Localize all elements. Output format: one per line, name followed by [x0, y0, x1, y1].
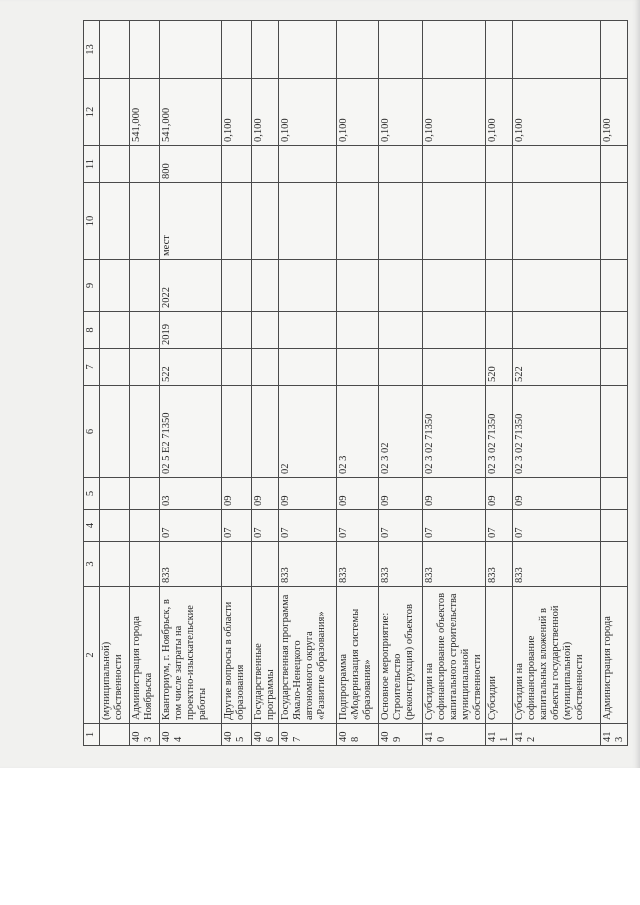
table-cell	[379, 146, 423, 183]
table-cell	[130, 386, 160, 478]
row-number: 410	[423, 724, 486, 746]
table-cell: 03	[160, 478, 222, 510]
table-cell	[222, 21, 252, 79]
row-number: 409	[379, 724, 423, 746]
table-cell	[160, 21, 222, 79]
table-cell	[100, 386, 130, 478]
table-cell: мест	[160, 183, 222, 260]
table-cell: 520	[486, 349, 513, 386]
table-cell	[222, 386, 252, 478]
table-cell: 02 5 E2 71350	[160, 386, 222, 478]
row-number: 406	[252, 724, 279, 746]
table-cell: 07	[279, 510, 337, 542]
row-number: 411	[486, 724, 513, 746]
table-cell	[601, 510, 628, 542]
column-header: 2	[84, 587, 100, 724]
table-cell	[601, 542, 628, 587]
table-cell	[601, 260, 628, 312]
table-row	[130, 21, 160, 746]
row-name: Другие вопросы в области образования	[222, 587, 252, 724]
column-header: 5	[84, 478, 100, 510]
row-name: Субсидии на софинансирование объектов капитального строительства муниципальной собственности	[423, 587, 486, 724]
table-cell: 09	[513, 478, 601, 510]
table-cell	[130, 146, 160, 183]
table-cell: 07	[160, 510, 222, 542]
column-header: 7	[84, 349, 100, 386]
table-cell: 09	[252, 478, 279, 510]
table-cell	[513, 21, 601, 79]
table-cell	[337, 146, 379, 183]
header-row	[84, 21, 100, 746]
rotated-table-frame	[83, 21, 625, 746]
table-cell	[100, 260, 130, 312]
table-cell	[100, 478, 130, 510]
table-cell: 0,100	[337, 79, 379, 146]
table-cell	[100, 349, 130, 386]
table-cell	[222, 146, 252, 183]
column-header: 12	[84, 79, 100, 146]
table-cell	[100, 79, 130, 146]
table-cell	[513, 312, 601, 349]
table-cell	[130, 542, 160, 587]
column-header: 3	[84, 542, 100, 587]
table-cell	[423, 312, 486, 349]
row-name: Кванториум, г. Ноябрьск, в том числе затраты на проектно-изыскательские работы	[160, 587, 222, 724]
column-header: 6	[84, 386, 100, 478]
table-row	[379, 21, 423, 746]
column-header: 1	[84, 724, 100, 746]
table-cell	[100, 542, 130, 587]
table-cell	[486, 260, 513, 312]
table-cell	[486, 21, 513, 79]
table-cell	[379, 260, 423, 312]
table-cell	[379, 183, 423, 260]
table-cell	[100, 312, 130, 349]
table-row	[513, 21, 601, 746]
table-cell	[130, 183, 160, 260]
table-cell	[379, 349, 423, 386]
table-cell	[601, 146, 628, 183]
table-cell: 0,100	[279, 79, 337, 146]
table-cell	[130, 260, 160, 312]
table-cell	[100, 183, 130, 260]
table-cell	[379, 21, 423, 79]
column-header: 11	[84, 146, 100, 183]
table-cell	[513, 183, 601, 260]
table-cell: 833	[279, 542, 337, 587]
row-name: Администрация города	[601, 587, 628, 724]
table-cell: 07	[252, 510, 279, 542]
table-cell	[222, 183, 252, 260]
table-row	[279, 21, 337, 746]
row-number: 403	[130, 724, 160, 746]
table-cell	[601, 183, 628, 260]
table-cell: 0,100	[423, 79, 486, 146]
table-row	[486, 21, 513, 746]
table-cell: 0,100	[222, 79, 252, 146]
row-name: Субсидии	[486, 587, 513, 724]
budget-table	[83, 20, 628, 746]
row-name: (муниципальной) собственности	[100, 587, 130, 724]
table-cell: 07	[423, 510, 486, 542]
table-cell: 833	[486, 542, 513, 587]
table-cell	[252, 260, 279, 312]
table-cell	[423, 260, 486, 312]
table-cell	[252, 21, 279, 79]
table-cell	[601, 312, 628, 349]
table-cell: 0,100	[486, 79, 513, 146]
column-header: 10	[84, 183, 100, 260]
column-header: 13	[84, 21, 100, 79]
table-cell	[279, 260, 337, 312]
table-cell: 0,100	[513, 79, 601, 146]
table-cell	[279, 183, 337, 260]
table-cell	[100, 510, 130, 542]
table-cell	[337, 349, 379, 386]
table-cell: 2019	[160, 312, 222, 349]
table-cell	[252, 183, 279, 260]
column-header: 9	[84, 260, 100, 312]
table-cell	[601, 386, 628, 478]
table-cell: 02 3 02 71350	[423, 386, 486, 478]
table-cell	[222, 312, 252, 349]
table-cell	[486, 146, 513, 183]
table-cell	[379, 312, 423, 349]
table-cell: 02 3 02 71350	[486, 386, 513, 478]
table-cell	[423, 21, 486, 79]
table-cell: 541,000	[130, 79, 160, 146]
table-cell	[337, 260, 379, 312]
row-name: Подпрограмма «Модернизация системы образования»	[337, 587, 379, 724]
table-cell	[252, 542, 279, 587]
table-cell: 522	[160, 349, 222, 386]
table-cell	[601, 349, 628, 386]
row-number: 412	[513, 724, 601, 746]
table-row	[601, 21, 628, 746]
column-header: 8	[84, 312, 100, 349]
row-number: 407	[279, 724, 337, 746]
table-cell	[423, 349, 486, 386]
table-cell	[423, 146, 486, 183]
table-cell: 2022	[160, 260, 222, 312]
table-row	[160, 21, 222, 746]
table-cell: 09	[423, 478, 486, 510]
table-cell: 09	[222, 478, 252, 510]
table-cell	[279, 349, 337, 386]
row-name: Основное мероприятие: Строительство (реконструкция) объектов	[379, 587, 423, 724]
table-cell: 07	[379, 510, 423, 542]
row-number: 405	[222, 724, 252, 746]
row-name: Государственная программа Ямало-Ненецкого автономного округа «Развитие образования»	[279, 587, 337, 724]
table-cell: 0,100	[252, 79, 279, 146]
table-cell	[130, 349, 160, 386]
row-name: Государственные программы	[252, 587, 279, 724]
table-row	[222, 21, 252, 746]
table-cell	[100, 21, 130, 79]
table-cell	[252, 349, 279, 386]
table-cell	[252, 146, 279, 183]
table-cell: 833	[379, 542, 423, 587]
table-cell	[486, 183, 513, 260]
table-cell	[423, 183, 486, 260]
table-cell	[601, 478, 628, 510]
table-cell: 833	[423, 542, 486, 587]
table-cell	[130, 510, 160, 542]
table-cell	[222, 260, 252, 312]
table-cell	[337, 21, 379, 79]
table-cell: 07	[337, 510, 379, 542]
table-row	[100, 21, 130, 746]
table-cell	[513, 260, 601, 312]
table-cell	[130, 478, 160, 510]
table-cell	[130, 312, 160, 349]
table-cell	[601, 21, 628, 79]
table-cell: 07	[486, 510, 513, 542]
table-cell	[100, 146, 130, 183]
table-cell: 07	[222, 510, 252, 542]
table-cell: 02 3 02 71350	[513, 386, 601, 478]
table-cell: 0,100	[379, 79, 423, 146]
table-cell: 07	[513, 510, 601, 542]
table-cell	[222, 542, 252, 587]
table-cell: 09	[486, 478, 513, 510]
table-cell: 0,100	[601, 79, 628, 146]
table-cell	[252, 386, 279, 478]
table-cell: 02	[279, 386, 337, 478]
table-row	[423, 21, 486, 746]
row-number: 408	[337, 724, 379, 746]
table-cell	[337, 312, 379, 349]
table-cell: 800	[160, 146, 222, 183]
table-cell: 833	[513, 542, 601, 587]
table-cell	[486, 312, 513, 349]
table-cell	[130, 21, 160, 79]
table-cell: 522	[513, 349, 601, 386]
row-name: Субсидии на софинансирование капитальных вложений в объекты государственной (муниципальной) собственности	[513, 587, 601, 724]
column-header: 4	[84, 510, 100, 542]
table-row	[252, 21, 279, 746]
table-row	[337, 21, 379, 746]
table-cell	[513, 146, 601, 183]
table-cell	[252, 312, 279, 349]
table-cell: 02 3	[337, 386, 379, 478]
rotated-table-content	[83, 21, 625, 746]
table-cell: 02 3 02	[379, 386, 423, 478]
table-cell: 09	[379, 478, 423, 510]
row-number	[100, 724, 130, 746]
table-cell: 09	[337, 478, 379, 510]
table-cell: 833	[160, 542, 222, 587]
table-cell	[279, 146, 337, 183]
row-number: 413	[601, 724, 628, 746]
row-number: 404	[160, 724, 222, 746]
row-name: Администрация города Ноябрьска	[130, 587, 160, 724]
table-cell	[222, 349, 252, 386]
table-cell: 09	[279, 478, 337, 510]
table-cell	[279, 21, 337, 79]
table-cell: 833	[337, 542, 379, 587]
table-cell: 541,000	[160, 79, 222, 146]
table-cell	[279, 312, 337, 349]
table-cell	[337, 183, 379, 260]
